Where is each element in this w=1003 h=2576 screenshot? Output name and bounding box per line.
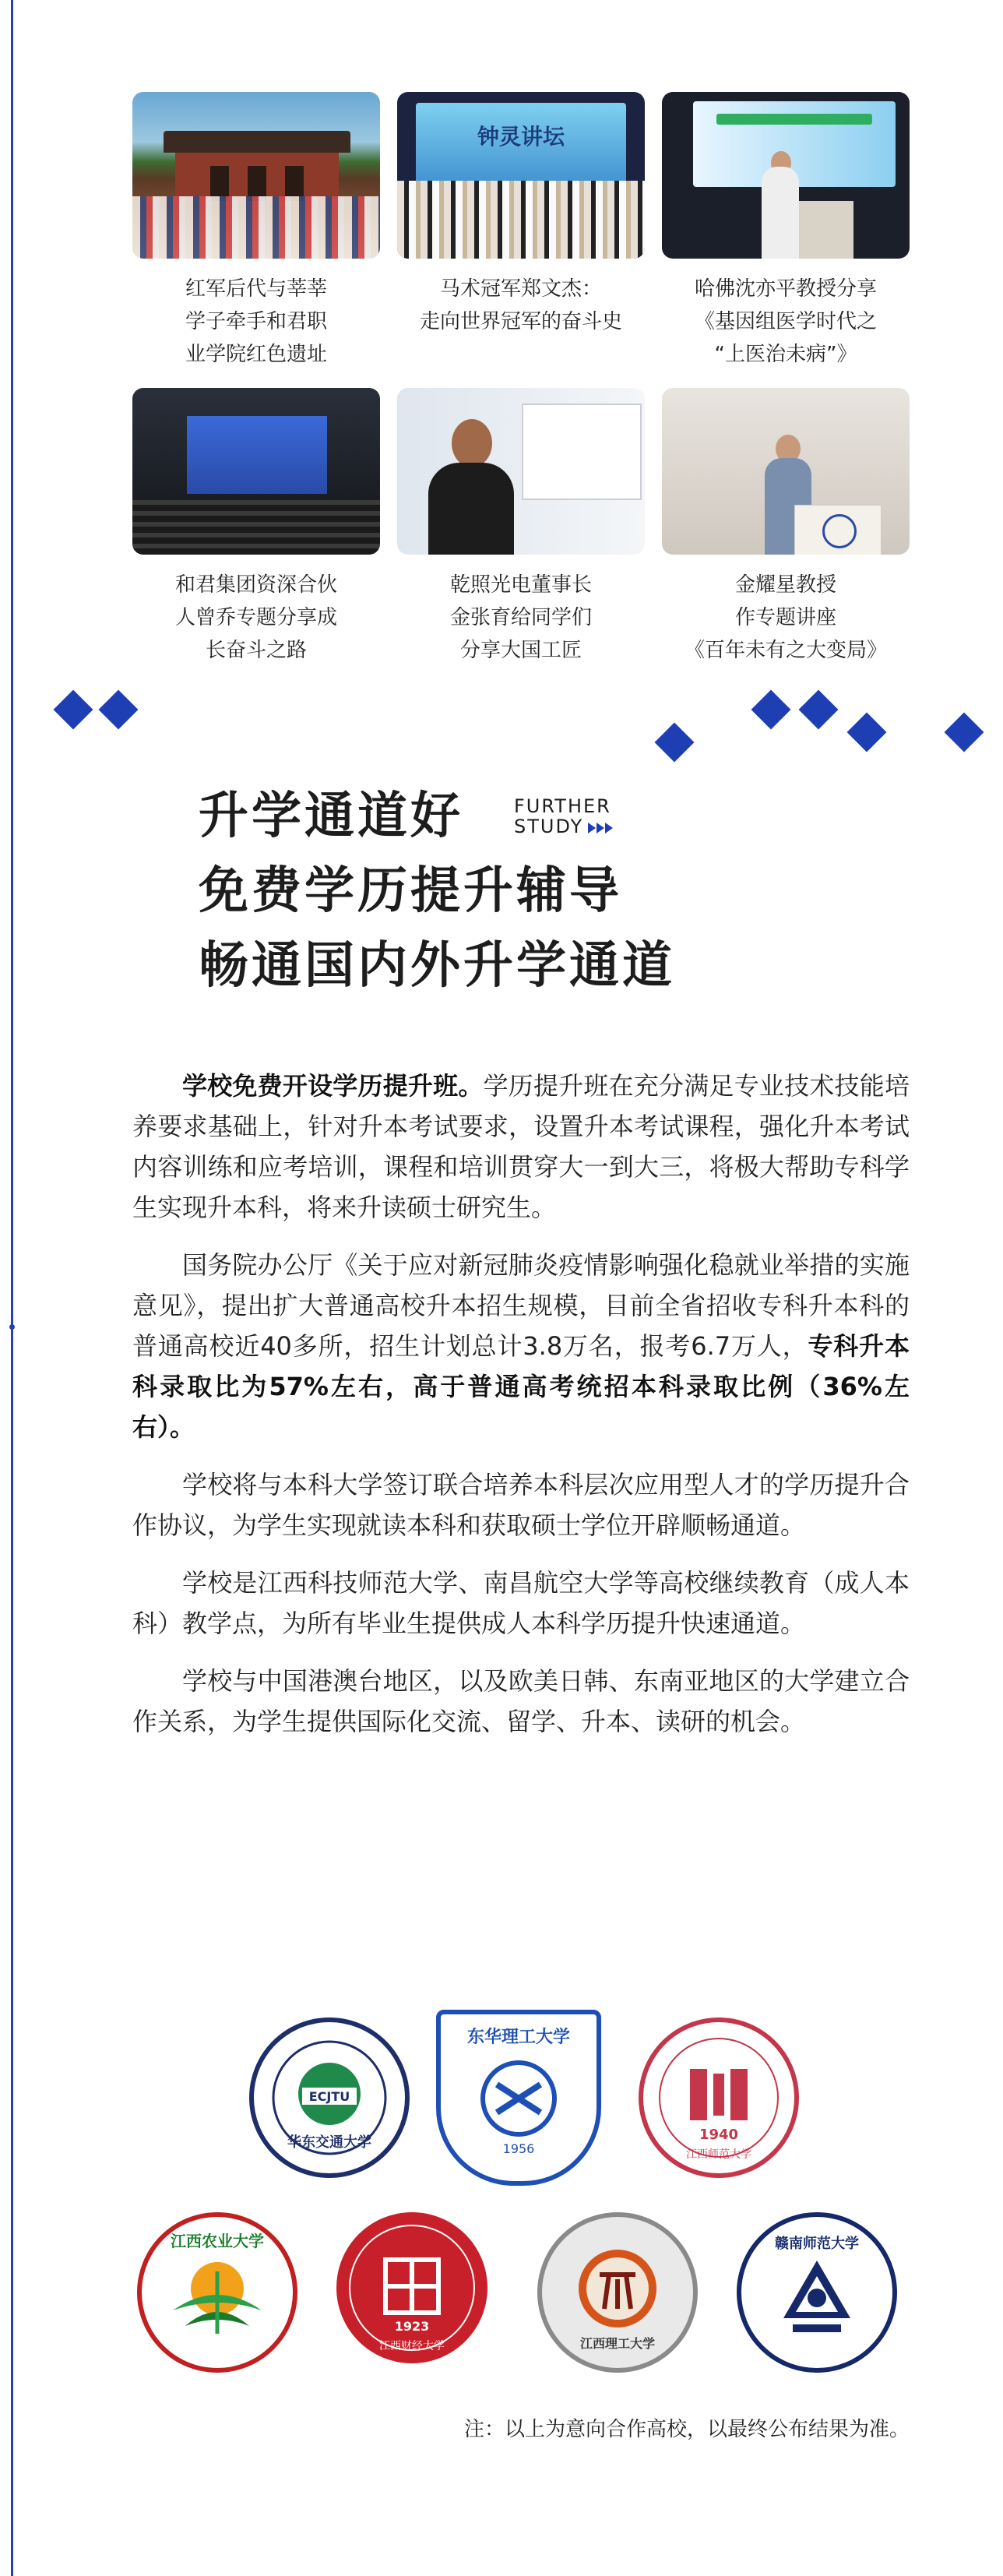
svg-text:1940: 1940 <box>699 2127 739 2143</box>
diamond-decoration <box>54 690 93 730</box>
photo-red-heritage <box>132 92 380 259</box>
diamond-decoration <box>799 690 839 730</box>
svg-text:江西理工大学: 江西理工大学 <box>579 2336 656 2351</box>
diamond-decoration <box>655 723 695 763</box>
logo-jxust <box>537 2212 698 2373</box>
svg-text:华东交通大学: 华东交通大学 <box>287 2134 371 2151</box>
photo-jin-lecture <box>662 388 910 555</box>
logo-ecut <box>436 2010 601 2186</box>
paragraph-1: 学校免费开设学历提升班。学历提升班在充分满足专业技术技能培养要求基础上，针对升本考试要求，设置升本考试课程，强化升本考试内容训练和应考培训，课程和培训贯穿大一到大三，将极大帮助专科学生实现升本科，将来升读硕士研究生。 <box>132 1071 910 1222</box>
svg-text:ECJTU: ECJTU <box>308 2089 350 2104</box>
heading-line-3: 畅通国内外升学通道 <box>199 937 675 995</box>
svg-text:江西师范大学: 江西师范大学 <box>686 2148 751 2161</box>
body-text <box>132 1066 910 1759</box>
logo-ecjtu <box>249 2017 410 2178</box>
diamond-decoration <box>945 713 984 752</box>
caption-hejun: 和君集团资深合伙 人曾乔专题分享成 长奋斗之路 <box>174 573 337 662</box>
photo-card-jin <box>662 388 910 667</box>
paragraph-2: 国务院办公厅《关于应对新冠肺炎疫情影响强化稳就业举措的实施意见》，提出扩大普通高校升本招生规模，目前全省招收专科升本科的普通高校近40多所，招生计划总计3.8万名，报考6.7万人，专科升本科录取比为57%左右，高于普通高考统招本科录取比例（36%左右）。 <box>132 1250 910 1442</box>
heading-line-2: 免费学历提升辅导 <box>199 862 622 920</box>
photo-equestrian-lecture: 钟灵讲坛 <box>397 92 645 259</box>
caption-jin: 金耀星教授 作专题讲座 《百年未有之大变局》 <box>684 573 887 662</box>
svg-text:江西农业大学: 江西农业大学 <box>171 2232 264 2250</box>
logo-jxufe <box>336 2212 487 2363</box>
further-study-tag: FURTHER STUDY <box>514 796 614 837</box>
logo-jxau <box>137 2212 297 2373</box>
photo-card-qianzhao <box>397 388 645 667</box>
photo-harvard-lecture <box>662 92 910 259</box>
diamond-decoration <box>751 690 791 730</box>
section-heading <box>199 779 675 1003</box>
photo-card-red-heritage <box>132 92 380 371</box>
heading-line-1: 升学通道好 <box>199 788 463 845</box>
triple-arrow-icon <box>588 817 614 837</box>
photo-card-harvard <box>662 92 910 371</box>
logo-gnnu <box>737 2212 897 2373</box>
svg-text:东华理工大学: 东华理工大学 <box>466 2027 571 2047</box>
caption-harvard: 哈佛沈亦平教授分享 《基因组医学时代之 “上医治未病”》 <box>694 277 877 366</box>
photo-card-equestrian <box>397 92 645 338</box>
svg-text:赣南师范大学: 赣南师范大学 <box>775 2236 859 2252</box>
diamond-decoration <box>847 713 887 752</box>
paragraph-5: 学校与中国港澳台地区，以及欧美日韩、东南亚地区的大学建立合作关系，为学生提供国际化交流、留学、升本、读研的机会。 <box>132 1666 910 1736</box>
caption-equestrian: 马术冠军郑文杰： 走向世界冠军的奋斗史 <box>419 277 622 333</box>
footnote: 注：以上为意向合作高校，以最终公布结果为准。 <box>463 2418 910 2441</box>
paragraph-4: 学校是江西科技师范大学、南昌航空大学等高校继续教育（成人本科）教学点，为所有毕业生提供成人本科学历提升快速通道。 <box>132 1568 910 1638</box>
svg-text:1923: 1923 <box>394 2319 430 2334</box>
caption-qianzhao: 乾照光电董事长 金张育给同学们 分享大国工匠 <box>449 573 592 662</box>
svg-text:1956: 1956 <box>502 2141 535 2156</box>
diamond-decoration <box>99 690 139 730</box>
left-edge-line <box>11 0 13 2576</box>
left-edge-dot <box>9 1324 15 1330</box>
caption-red-heritage: 红军后代与莘莘 学子牵手和君职 业学院红色遗址 <box>185 277 327 366</box>
svg-text:江西财经大学: 江西财经大学 <box>379 2340 445 2352</box>
paragraph-3: 学校将与本科大学签订联合培养本科层次应用型人才的学历提升合作协议，为学生实现就读本科和获取硕士学位开辟顺畅通道。 <box>132 1470 910 1540</box>
logo-jxnu <box>639 2017 799 2178</box>
photo-card-hejun <box>132 388 380 667</box>
photo-hejun-auditorium <box>132 388 380 555</box>
photo-qianzhao-speaker <box>397 388 645 555</box>
